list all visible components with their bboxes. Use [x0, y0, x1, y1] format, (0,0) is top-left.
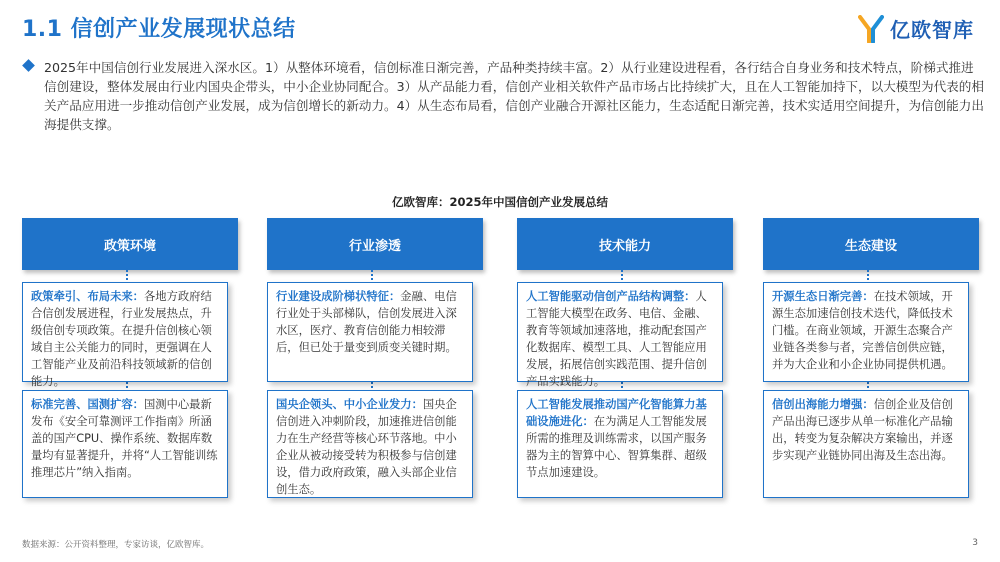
card-keyword: 人工智能驱动信创产品结构调整：	[526, 290, 696, 303]
info-card	[22, 390, 228, 498]
card-keyword: 人工智能发展推动国产化智能算力基础设施进化：	[526, 398, 707, 428]
card-keyword: 国央企领头、中小企业发力：	[276, 398, 423, 411]
card-keyword: 行业建设成阶梯状特征：	[276, 290, 401, 303]
info-card	[267, 390, 473, 498]
diamond-bullet-icon	[22, 59, 35, 72]
card-text: 信创企业及信创产品出海已逐步从单一标准化产品输出，转变为复杂解决方案输出，并逐步实现产业链协同出海及生态出海。	[772, 398, 953, 462]
card-keyword: 标准完善、国测扩容：	[31, 398, 144, 411]
column-header: 生态建设	[763, 218, 979, 270]
intro-text: 2025年中国信创行业发展进入深水区。1）从整体环境看，信创标准日渐完善，产品种类持续丰富。2）从行业建设进程看，各行结合自身业务和技术特点，阶梯式推进信创建设，整体发展由行业内国央企带头，中小企业协同配合。3）从产品能力看，信创产业相关软件产品市场占比持续扩大，且在人工智能加持下，以大模型为代表的相关产品应用进一步推动信创产业发展，成为信创增长的新动力。4）从生态布局看，信创产业融合开源社区能力，生态适配日渐完善，技术实适用空间提升，为信创能力出海提供支撑。	[44, 60, 984, 132]
logo-text: 亿欧智库	[890, 18, 974, 42]
card-text: 在为满足人工智能发展所需的推理及训练需求，以国产服务器为主的智算中心、智算集群、超级节点加速建设。	[526, 415, 707, 479]
column-header: 政策环境	[22, 218, 238, 270]
card-text: 国测中心最新发布《安全可靠测评工作指南》所涵盖的国产CPU、操作系统、数据库数量均有显著提升，并将“人工智能训练推理芯片”纳入指南。	[31, 398, 218, 479]
intro-paragraph	[24, 58, 984, 134]
page-title: 1.1 信创产业发展现状总结	[22, 17, 296, 42]
column-technology	[517, 218, 733, 479]
card-text: 各地方政府结合信创发展进程，行业发展热点，升级信创专项政策。在提升信创核心领域自主公关能力的同时，更强调在人工智能产业及前沿科技领域新的信创能力。	[31, 290, 212, 388]
info-card	[267, 282, 473, 382]
info-card	[517, 390, 723, 498]
column-header: 行业渗透	[267, 218, 483, 270]
card-keyword: 开源生态日渐完善：	[772, 290, 874, 303]
source-note: 数据来源：公开资料整理，专家访谈，亿欧智库。	[22, 540, 210, 550]
page-number: 3	[972, 538, 978, 548]
card-keyword: 信创出海能力增强：	[772, 398, 874, 411]
card-text: 在技术领域，开源生态加速信创技术迭代，降低技术门槛。在商业领域，开源生态聚合产业链各类参与者，完善信创供应链，并为大企业和小企业协同提供机遇。	[772, 290, 953, 371]
column-industry	[267, 218, 483, 496]
info-card	[763, 282, 969, 382]
column-policy	[22, 218, 238, 479]
info-card	[763, 390, 969, 498]
column-header: 技术能力	[517, 218, 733, 270]
column-ecosystem	[763, 218, 979, 462]
yiou-logo-icon	[858, 15, 884, 43]
info-card	[22, 282, 228, 388]
logo	[858, 14, 974, 43]
card-text: 金融、电信行业处于头部梯队，信创发展进入深水区，医疗、教育信创能力相较滞后，但已处于量变到质变关键时期。	[276, 290, 457, 354]
diagram-title: 亿欧智库：2025年中国信创产业发展总结	[391, 195, 608, 209]
card-text: 国央企信创进入冲刺阶段，加速推进信创能力在生产经营等核心环节落地。中小企业从被动接受转为积极参与信创建设，借力政府政策，融入头部企业信创生态。	[276, 398, 457, 496]
card-text: 人工智能大模型在政务、电信、金融、教育等领域加速落地，推动配套国产化数据库、模型工具、人工智能应用发展，拓展信创实践范围、提升信创产品实践能力。	[526, 290, 707, 388]
card-keyword: 政策牵引、布局未来：	[31, 290, 144, 303]
info-card	[517, 282, 723, 388]
